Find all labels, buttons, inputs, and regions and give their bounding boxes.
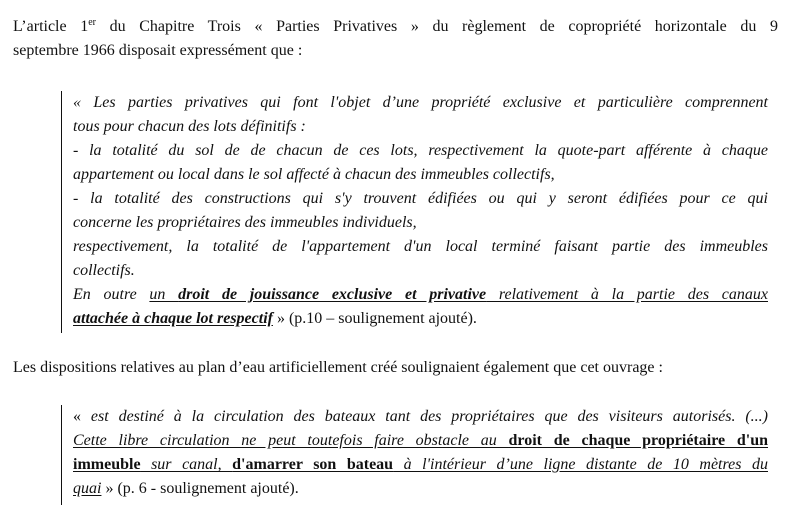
ordinal-superscript: er [88, 17, 96, 28]
quote2-line-citation [73, 477, 768, 501]
quote1-line: concerne les propriétaires des immeubles individuels, [73, 214, 417, 231]
intro-paragraph [13, 15, 778, 63]
quote1-line: respectivement, la totalité de l'appartement d'un local terminé faisant partie des immeubles [73, 238, 768, 255]
quote1-line: appartement ou local dans le sol affecté à chacun des immeubles collectifs, [73, 166, 555, 183]
quote1-text: En outre [73, 286, 150, 303]
bold-underlined-text: droit de jouissance exclusive et privative [178, 286, 487, 303]
intro-line-2: septembre 1966 disposait expressément que : [13, 42, 303, 59]
quote2-line [73, 429, 768, 453]
underlined-text: quai [73, 480, 102, 497]
quote1-line: tous pour chacun des lots définitifs : [73, 118, 306, 135]
blockquote-parties-privatives [61, 91, 768, 333]
plan-eau-paragraph [13, 356, 778, 380]
underlined-text: Cette libre circulation ne peut toutefois faire obstacle au [73, 432, 509, 449]
bold-underlined-text: d'amarrer son bateau [232, 456, 394, 473]
open-guillemet: « [73, 408, 91, 425]
quote1-line: - la totalité du sol de de chacun de ces lots, respectivement la quote-part afférente à chaque [73, 142, 768, 159]
blockquote-plan-eau [61, 405, 768, 505]
bold-underlined-text: immeuble [73, 456, 141, 473]
quote2-line [73, 453, 768, 477]
quote2-line [73, 405, 768, 429]
bold-underlined-text: attachée à chaque lot respectif [73, 310, 273, 327]
citation-reference: » (p.10 – soulignement ajouté). [272, 310, 477, 327]
intro-text-cont: du Chapitre Trois « Parties Privatives » du règlement de copropriété horizontale du 9 [96, 18, 778, 35]
bold-underlined-text: droit de chaque propriétaire d'un [508, 432, 769, 449]
underlined-text: relativement à la partie des canaux [486, 286, 768, 303]
citation-reference: » (p. 6 - soulignement ajouté). [101, 480, 299, 497]
underlined-text: un [149, 286, 179, 303]
quote1-line: collectifs. [73, 262, 135, 279]
intro-text: L’article 1 [13, 18, 89, 35]
quote1-line-emphasis [73, 283, 768, 307]
intro-line-1 [13, 15, 778, 39]
quote1-line: - la totalité des constructions qui s'y trouvent édifiées ou qui y seront édifiées pour ce qui [73, 190, 768, 207]
underlined-text: sur canal, [140, 456, 233, 473]
quote2-text: est destiné à la circulation des bateaux tant des propriétaires que des visiteurs autorisés. (...) [90, 408, 769, 425]
underlined-text: à l'intérieur d’une ligne distante de 10 mètres du [393, 456, 768, 473]
quote1-line: « Les parties privatives qui font l'objet d’une propriété exclusive et particulière comprennent [73, 94, 768, 111]
quote1-line-citation [73, 307, 768, 331]
plan-eau-text: Les dispositions relatives au plan d’eau artificiellement créé soulignaient également que cet ouvrage : [13, 359, 663, 376]
